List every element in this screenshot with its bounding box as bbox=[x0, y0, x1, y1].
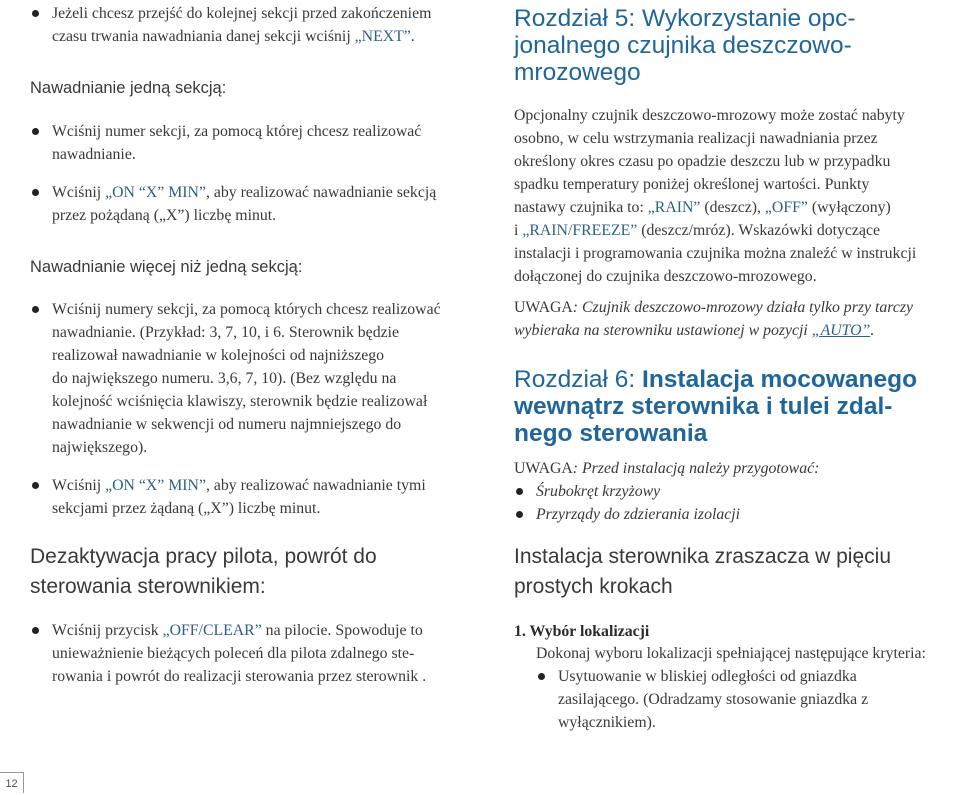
step-1-title: 1. Wybór lokalizacji bbox=[514, 623, 650, 640]
step-1-bullet: Usytuowanie w bliskiej odległości od gniazdka zasilającego. (Odradzamy stosowanie gniazdka z wyłącznikiem). bbox=[536, 665, 960, 734]
subheading-single-section: Nawadnianie jedną sekcją: bbox=[30, 79, 227, 97]
bullet-off-clear: Wciśnij przycisk „OFF/CLEAR” na pilocie. Spowoduje to unieważnienie bieżących poleceń dla pilota zdalnego ste- rowania i powrót do realizacji sterowania przez sterownik . bbox=[30, 619, 502, 688]
bullet-section-number: Wciśnij numer sekcji, za pomocą której chcesz realizować nawadnianie. bbox=[30, 120, 502, 166]
bullet-dot-icon bbox=[32, 482, 39, 489]
heading-install-steps: Instalacja sterownika zraszacza w pięciu prostych krokach bbox=[514, 545, 891, 598]
chapter-5-heading: Rozdział 5: Wykorzystanie opc- jonalnego czujnika deszczowo- mrozowego bbox=[514, 5, 856, 86]
bullet-dot-icon bbox=[516, 488, 523, 495]
bullet-multiple-sections: Wciśnij numery sekcji, za pomocą których chcesz realizować nawadnianie. (Przykład: 3, 7, 10, i 6. Sterownik będzie realizował nawadnianie w kolejności od najniższego do największego numeru. 3,6, 7, 10). (Bez względu na kolejność wciśnięcia klawiszy, sterownik będzie realizował nawadnianie w sekwencji od numeru najmniejszego do największego). bbox=[30, 298, 502, 459]
bullet-on-x-min-multi: Wciśnij „ON “X” MIN”, aby realizować nawadnianie tymi sekcjami przez żądaną („X”) liczbę minut. bbox=[30, 474, 502, 520]
bullet-on-x-min: Wciśnij „ON “X” MIN”, aby realizować nawadnianie sekcją przez pożądaną („X”) liczbę minut. bbox=[30, 181, 502, 227]
step-1-text: Dokonaj wyboru lokalizacji spełniającej następujące kryteria: bbox=[536, 645, 926, 662]
bullet-dot-icon bbox=[32, 10, 39, 17]
bullet-next: Jeżeli chcesz przejść do kolejnej sekcji przed zakończeniem czasu trwania nawadniania danej sekcji wciśnij „NEXT”. bbox=[30, 2, 502, 48]
chapter-6-heading: Rozdział 6: Instalacja mocowanego wewnątrz sterownika i tulei zdal- nego sterowania bbox=[514, 366, 918, 447]
bullet-dot-icon bbox=[32, 189, 39, 196]
tool-screwdriver: Śrubokręt krzyżowy bbox=[514, 480, 960, 503]
page-number: 12 bbox=[0, 772, 24, 793]
rain-sensor-paragraph: Opcjonalny czujnik deszczowo-mrozowy może zostać nabyty osobno, w celu wstrzymania realizacji nawadniania przez określony okres czasu po opadzie deszczu lub w przypadku spadku temperatury poniżej określonej wartości. Punkty nastawy czujnika to: „RAIN” (deszcz), „OFF” (wyłączony) i „RAIN/FREEZE” (deszcz/mróz). Wskazówki dotyczące instalacji i programowania czujnika można znaleźć w instrukcji dołączonej do czujnika deszczowo-mrozowego. bbox=[514, 107, 917, 285]
bullet-dot-icon bbox=[32, 627, 39, 634]
note-tools: UWAGA: Przed instalacją należy przygotować: bbox=[514, 460, 820, 477]
bullet-dot-icon bbox=[32, 306, 39, 313]
bullet-dot-icon bbox=[538, 673, 545, 680]
tool-wire-stripper: Przyrządy do zdzierania izolacji bbox=[514, 503, 960, 526]
note-auto-position: UWAGA: Czujnik deszczowo-mrozowy działa tylko przy tarczy wybieraka na sterowniku ustawionej w pozycji „AUTO”. bbox=[514, 299, 913, 339]
bullet-dot-icon bbox=[516, 511, 523, 518]
bullet-dot-icon bbox=[32, 128, 39, 135]
subheading-multiple-sections: Nawadnianie więcej niż jedną sekcją: bbox=[30, 258, 303, 276]
heading-deactivate-remote: Dezaktywacja pracy pilota, powrót do sterowania sterownikiem: bbox=[30, 545, 377, 598]
